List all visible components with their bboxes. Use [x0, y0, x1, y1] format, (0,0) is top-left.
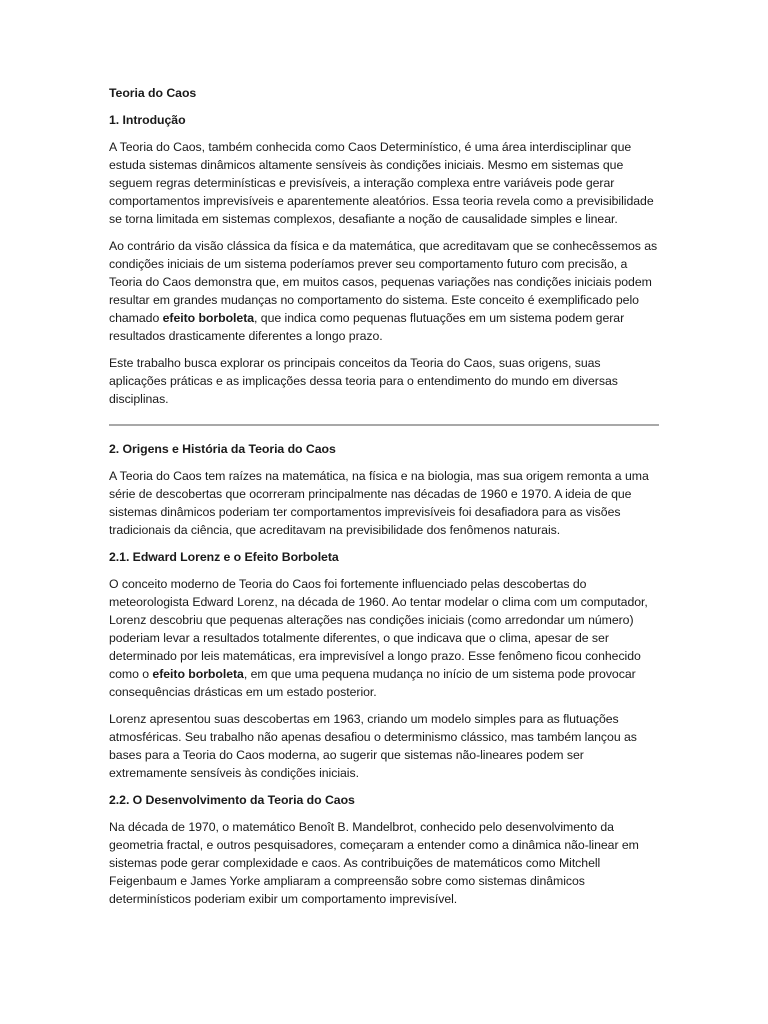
paragraph-text: Ao contrário da visão clássica da física e da matemática, que acreditavam que se conhecêssemos as condições iniciais de um sistema poderíamos prever seu comportamento futuro com precisão, a Teoria do Caos demonstra que, em muitos casos, pequenas variações nas condições iniciais podem resultar em grandes mudanças no comportamento do sistema. Este conceito é exemplificado pelo chamado [109, 239, 658, 325]
paragraph: A Teoria do Caos tem raízes na matemática, na física e na biologia, mas sua origem remonta a uma série de descobertas que ocorreram principalmente nas décadas de 1960 e 1970. A ideia de que sistemas dinâmicos poderiam ter comportamentos imprevisíveis foi desafiadora para as visões tradicionais da ciência, que acreditavam na previsibilidade dos fenômenos naturais. [109, 469, 649, 537]
paragraph-text: , em que uma pequena mudança no início de um sistema pode provocar consequências drásticas em um estado posterior. [109, 667, 636, 699]
document-page [109, 84, 659, 917]
paragraph: Este trabalho busca explorar os principais conceitos da Teoria do Caos, suas origens, suas aplicações práticas e as implicações dessa teoria para o entendimento do mundo em diversas disciplinas. [109, 356, 618, 406]
horizontal-divider [109, 424, 659, 426]
paragraph: Lorenz apresentou suas descobertas em 1963, criando um modelo simples para as flutuações atmosféricas. Seu trabalho não apenas desafiou o determinismo clássico, mas também lançou as bases para a Teoria do Caos moderna, ao sugerir que sistemas não-lineares podem ser extremamente sensíveis às condições iniciais. [109, 712, 637, 780]
document-title: Teoria do Caos [109, 86, 197, 100]
paragraph-text: , que indica como pequenas flutuações em um sistema podem gerar resultados drasticamente diferentes a longo prazo. [109, 311, 625, 343]
paragraph-text: O conceito moderno de Teoria do Caos foi fortemente influenciado pelas descobertas do meteorologista Edward Lorenz, na década de 1960. Ao tentar modelar o clima com um computador, Lorenz descobriu que pequenas alterações nas condições iniciais (como arredondar um número) poderiam levar a resultados totalmente diferentes, o que indicava que o clima, apesar de ser determinado por leis matemáticas, era imprevisível a longo prazo. Esse fenômeno ficou conhecido como o [109, 577, 648, 681]
section-heading-introducao: 1. Introdução [109, 113, 186, 127]
paragraph: Na década de 1970, o matemático Benoît B. Mandelbrot, conhecido pelo desenvolvimento da geometria fractal, e outros pesquisadores, começaram a entender como a dinâmica não-linear em sistemas pode gerar complexidade e caos. As contribuições de matemáticos como Mitchell Feigenbaum e James Yorke ampliaram a compreensão sobre como sistemas dinâmicos determinísticos poderiam exibir um comportamento imprevisível. [109, 820, 639, 906]
bold-term: efeito borboleta [152, 667, 244, 681]
subsection-heading-lorenz: 2.1. Edward Lorenz e o Efeito Borboleta [109, 550, 339, 564]
paragraph [109, 575, 659, 701]
section-heading-origens: 2. Origens e História da Teoria do Caos [109, 442, 336, 456]
subsection-heading-desenvolvimento: 2.2. O Desenvolvimento da Teoria do Caos [109, 793, 355, 807]
paragraph: A Teoria do Caos, também conhecida como Caos Determinístico, é uma área interdisciplinar que estuda sistemas dinâmicos altamente sensíveis às condições iniciais. Mesmo em sistemas que seguem regras determinísticas e previsíveis, a interação complexa entre variáveis pode gerar comportamentos imprevisíveis e aparentemente aleatórios. Essa teoria revela como a previsibilidade se torna limitada em sistemas complexos, desafiante a noção de causalidade simples e linear. [109, 140, 654, 226]
paragraph [109, 237, 659, 345]
bold-term: efeito borboleta [162, 311, 255, 325]
